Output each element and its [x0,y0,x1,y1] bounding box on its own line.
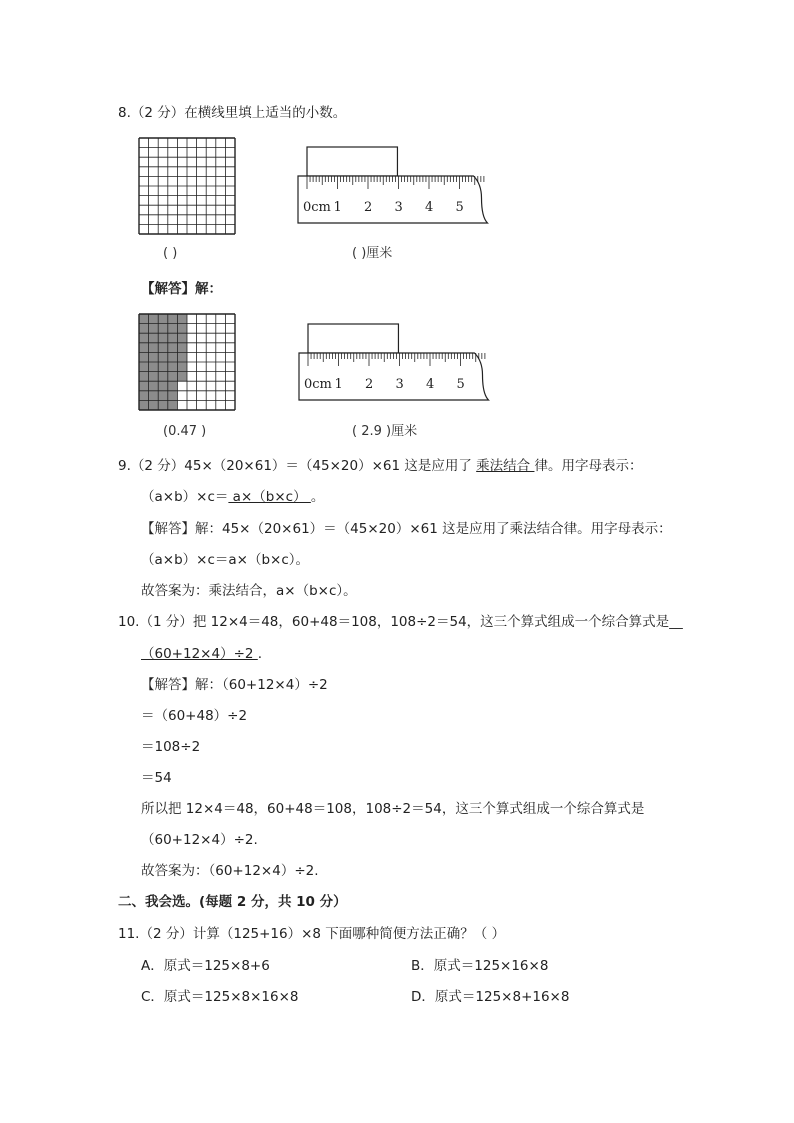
q11-stem: 11.（2 分）计算（125+16）×8 下面哪种简便方法正确？（ ） [118,926,506,942]
grid-answer: (0.47 ) [163,424,207,439]
q11-option-d[interactable]: D．原式＝125×8+16×8 [411,989,570,1005]
ruler-with-block-answer [297,322,497,402]
ruler-label: 3 [395,377,404,392]
q9-stem-b: 律。用字母表示： [534,458,643,474]
q10-stem-tail: __ [669,614,683,630]
q10-stem-line2 [141,645,262,663]
q10-solution-1: 【解答】解：（60+12×4）÷2 [141,677,328,693]
q10-solution-7: 故答案为：（60+12×4）÷2. [141,863,319,879]
q10-solution-4: ＝54 [141,770,172,786]
q8-solution-label: 【解答】解： [141,281,222,297]
q9-stem-a: 9.（2 分）45×（20×61）＝（45×20）×61 这是应用了 [118,458,472,474]
ruler-with-block [296,145,496,225]
ruler-label: 0cm [303,200,331,215]
hundred-grid-shaded [138,313,236,411]
ruler-label: 1 [333,200,342,215]
q9-blank-2: a×（b×c） [228,489,311,505]
q8-stem: 8.（2 分）在横线里填上适当的小数。 [118,105,347,121]
ruler-label: 5 [456,377,465,392]
ruler-label: 4 [425,200,434,215]
q9-stem-line1 [118,457,642,475]
q10-solution-6: （60+12×4）÷2. [141,832,258,848]
ruler-blank [352,246,392,262]
ruler-answer-paren: ( 2.9 ) [352,424,392,439]
ruler-answer-unit: 厘米 [391,424,418,439]
q9-stem-line2 [141,488,324,506]
hundred-grid-empty [138,137,236,235]
ruler-label: 2 [364,200,373,215]
section-2-heading: 二、我会选。(每题 2 分，共 10 分） [118,894,347,910]
q11-option-b[interactable]: B．原式＝125×16×8 [411,958,549,974]
q10-stem-end: . [257,646,263,662]
q10-stem-text: 10.（1 分）把 12×4＝48，60+48＝108，108÷2＝54，这三个算式组成一个综合算式是 [118,614,670,630]
ruler-label: 4 [426,377,435,392]
q10-stem-line1 [118,613,683,631]
q9-solution-3: 故答案为：乘法结合，a×（b×c）。 [141,583,357,599]
q11-option-a[interactable]: A．原式＝125×8+6 [141,958,270,974]
ruler-blank-paren: ( ) [352,246,367,261]
q9-solution-2: （a×b）×c＝a×（b×c）。 [141,552,310,568]
ruler-label: 3 [394,200,403,215]
grid-blank: ( ) [163,246,178,261]
ruler-label: 1 [334,377,343,392]
ruler-unit: 厘米 [366,246,393,261]
q10-solution-3: ＝108÷2 [141,739,201,755]
q10-blank: （60+12×4）÷2 [141,646,258,662]
q11-option-c[interactable]: C．原式＝125×8×16×8 [141,989,299,1005]
q9-solution-1: 【解答】解：45×（20×61）＝（45×20）×61 这是应用了乘法结合律。用字母表示： [141,521,672,537]
q9-stem2-b: 。 [310,489,325,505]
ruler-label: 5 [455,200,464,215]
q9-blank-1: 乘法结合 [476,458,535,474]
q10-solution-5: 所以把 12×4＝48，60+48＝108，108÷2＝54，这三个算式组成一个综合算式是 [141,801,645,817]
q10-solution-2: ＝（60+48）÷2 [141,708,248,724]
ruler-label: 0cm [304,377,332,392]
q9-stem2-a: （a×b）×c＝ [141,489,229,505]
ruler-answer [352,424,417,440]
ruler-label: 2 [365,377,374,392]
